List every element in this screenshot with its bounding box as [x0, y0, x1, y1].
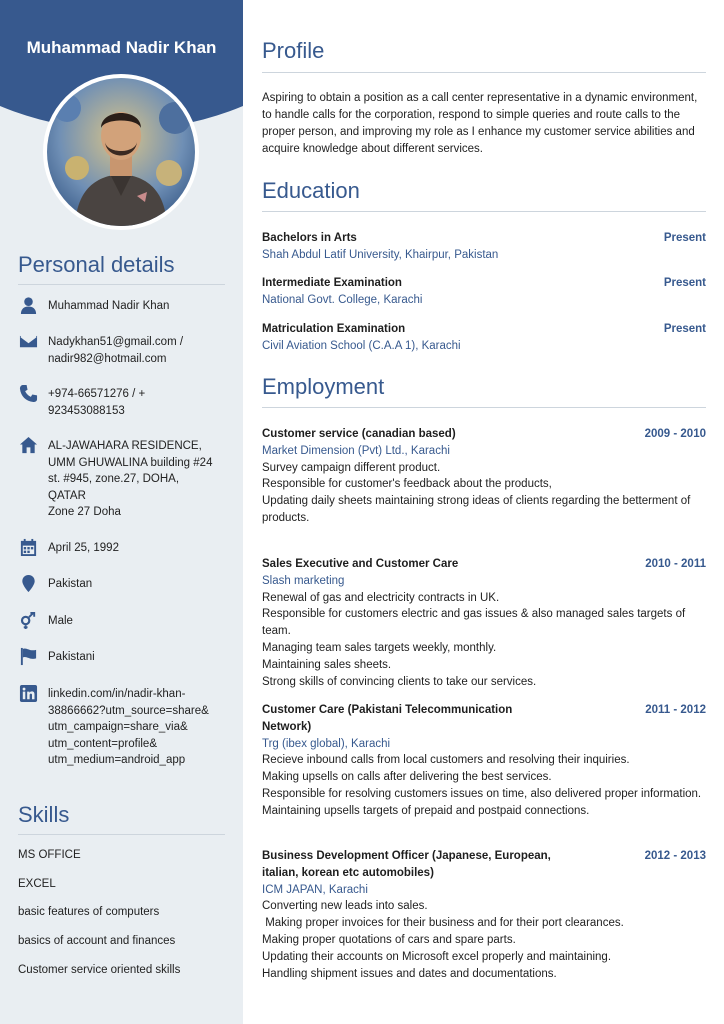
home-icon [18, 436, 38, 456]
duty-line: Survey campaign different product. [262, 461, 441, 474]
calendar-icon [18, 538, 38, 558]
entry-date: Present [663, 232, 706, 244]
education-heading: Education [262, 178, 360, 203]
entry-date: 2010 - 2011 [645, 558, 706, 570]
employment-entry [262, 426, 706, 527]
personal-birthplace: Pakistan [18, 576, 228, 594]
entry-title: Intermediate Examination [262, 277, 402, 289]
entry-company: Market Dimension (Pvt) Ltd., Karachi [262, 444, 450, 457]
entry-company: Trg (ibex global), Karachi [262, 737, 391, 750]
education-entry [262, 275, 706, 309]
duty-line: Updating their accounts on Microsoft excel properly and maintaining. [262, 950, 612, 963]
divider [262, 211, 706, 212]
linkedin-icon [18, 684, 38, 704]
employment-entry [262, 556, 706, 690]
entry-institution: Shah Abdul Latif University, Khairpur, Pakistan [262, 248, 499, 261]
duty-line: Responsible for customers electric and gas issues & also managed sales targets of team. [262, 608, 686, 638]
entry-date: Present [663, 323, 706, 335]
duty-line: Responsible for customer's feedback about the products, [262, 478, 552, 491]
entry-title: Business Development Officer (Japanese, European, italian, korean etc automobiles) [262, 850, 551, 879]
entry-title: Sales Executive and Customer Care [262, 558, 459, 570]
skill-item: Customer service oriented skills [18, 964, 181, 976]
personal-birthdate: April 25, 1992 [18, 540, 228, 558]
skill-item: basic features of computers [18, 906, 160, 918]
personal-linkedin: linkedin.com/in/nadir-khan- 38866662?utm_source=share& utm_campaign=share_via& utm_content=profile& utm_medium=android_app [18, 686, 228, 769]
phone-icon [18, 384, 38, 404]
duty-line: Managing team sales targets weekly, monthly. [262, 641, 497, 654]
entry-date: Present [663, 277, 706, 289]
duty-line: Handling shipment issues and dates and documentations. [262, 967, 557, 980]
employment-entry [262, 848, 706, 982]
flag-icon [18, 647, 38, 667]
skills-heading: Skills [18, 802, 70, 827]
employment-heading: Employment [262, 374, 385, 399]
entry-company: ICM JAPAN, Karachi [262, 883, 368, 896]
personal-gender: Male [18, 613, 228, 631]
entry-title: Bachelors in Arts [262, 232, 357, 244]
divider [18, 834, 225, 835]
duty-line: Converting new leads into sales. [262, 900, 428, 913]
duty-line: Responsible for resolving customers issues on time, also delivered proper information. [262, 787, 702, 800]
entry-title: Customer Care (Pakistani Telecommunication Network) [262, 704, 513, 733]
skill-item: MS OFFICE [18, 849, 81, 861]
candidate-name: Muhammad Nadir Khan [26, 38, 217, 57]
duty-line: Updating daily sheets maintaining strong ideas of clients regarding the betterment of products. [262, 495, 691, 524]
entry-date: 2009 - 2010 [644, 428, 706, 440]
profile-heading: Profile [262, 38, 325, 63]
profile-photo [43, 74, 199, 230]
duty-line: Strong skills of convincing clients to take our services. [262, 675, 537, 688]
gender-icon [18, 611, 38, 631]
personal-nationality: Pakistani [18, 649, 228, 667]
entry-company: Slash marketing [262, 574, 345, 587]
skill-item: EXCEL [18, 878, 56, 890]
entry-date: 2011 - 2012 [645, 704, 706, 716]
personal-details-heading: Personal details [18, 252, 175, 277]
profile-photo-image [47, 78, 195, 226]
entry-institution: National Govt. College, Karachi [262, 293, 423, 306]
location-pin-icon [18, 574, 38, 594]
sidebar [0, 0, 243, 1024]
profile-summary: Aspiring to obtain a position as a call center representative in a dynamic environment, to handle calls for the corporation, respond to simple queries and route calls to the proper person, and improving my role as I enhance my customer service abilities and acquire knowledge about different services. [262, 92, 698, 155]
personal-name: Muhammad Nadir Khan [18, 298, 228, 316]
entry-date: 2012 - 2013 [644, 850, 706, 862]
divider [18, 284, 225, 285]
duty-line: Maintaining upsells targets of prepaid and postpaid connections. [262, 804, 590, 817]
duty-line: Recieve inbound calls from local customers and resolving their inquiries. [262, 754, 630, 767]
personal-address: AL-JAWAHARA RESIDENCE, UMM GHUWALINA building #24 st. #945, zone.27, DOHA, QATAR Zone 27 Doha [18, 438, 228, 521]
skill-item: basics of account and finances [18, 935, 176, 947]
duty-line: Making proper invoices for their business and for their port clearances. [262, 917, 624, 930]
entry-title: Customer service (canadian based) [262, 428, 456, 440]
duty-line: Making upsells on calls after delivering the best services. [262, 771, 552, 784]
personal-email: Nadykhan51@gmail.com / nadir982@hotmail.com [18, 334, 228, 367]
entry-institution: Civil Aviation School (C.A.A 1), Karachi [262, 339, 461, 352]
duty-line: Making proper quotations of cars and spare parts. [262, 933, 516, 946]
divider [262, 72, 706, 73]
education-entry [262, 230, 706, 264]
duty-line: Maintaining sales sheets. [262, 658, 392, 671]
entry-title: Matriculation Examination [262, 323, 406, 335]
email-icon [18, 332, 38, 352]
duty-line: Renewal of gas and electricity contracts in UK. [262, 591, 500, 604]
education-entry [262, 321, 706, 355]
employment-entry [262, 702, 706, 820]
divider [262, 407, 706, 408]
personal-phone: +974-66571276 / + 923453088153 [18, 386, 228, 419]
person-icon [18, 296, 38, 316]
